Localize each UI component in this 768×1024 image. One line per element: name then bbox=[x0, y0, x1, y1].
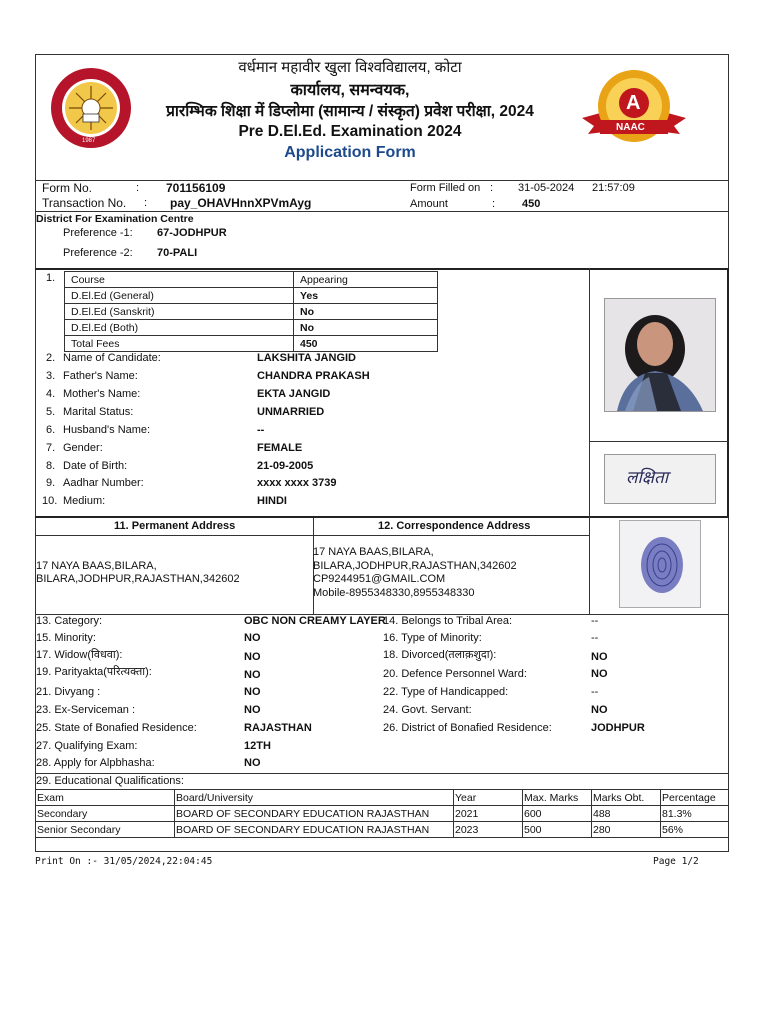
state-residence-value: RAJASTHAN bbox=[244, 722, 312, 734]
pref2-value: 70-PALI bbox=[157, 247, 198, 259]
govt-servant-label: 24. Govt. Servant: bbox=[383, 704, 472, 716]
qualifying-exam-value: 12TH bbox=[244, 740, 271, 752]
header-form-title: Application Form bbox=[284, 144, 416, 161]
field-num: 9. bbox=[46, 477, 56, 489]
page-number: Page 1/2 bbox=[653, 856, 699, 867]
col-board: Board/University bbox=[175, 790, 454, 806]
course-sanskrit-label: D.El.Ed (Sanskrit) bbox=[65, 304, 294, 320]
permanent-address-line2: BILARA,JODHPUR,RAJASTHAN,342602 bbox=[36, 573, 240, 585]
widow-label: 17. Widow(विधवा): bbox=[36, 649, 123, 661]
correspondence-email: CP9244951@GMAIL.COM bbox=[313, 573, 446, 585]
pref1-label: Preference -1: bbox=[63, 227, 133, 239]
table-cell: 600 bbox=[523, 806, 592, 822]
divorced-value: NO bbox=[591, 651, 608, 663]
correspondence-address-title: 12. Correspondence Address bbox=[378, 520, 531, 532]
category-value: OBC NON CREAMY LAYER bbox=[244, 615, 386, 627]
ex-serviceman-label: 23. Ex-Serviceman : bbox=[36, 704, 136, 716]
col-max-marks: Max. Marks bbox=[523, 790, 592, 806]
photo-right-border bbox=[727, 268, 729, 518]
amount-value: 450 bbox=[522, 198, 541, 210]
header-exam-title: Pre D.El.Ed. Examination 2024 bbox=[238, 123, 462, 140]
amount-colon: : bbox=[492, 198, 496, 210]
state-residence-label: 25. State of Bonafied Residence: bbox=[36, 722, 197, 734]
field-num: 10. bbox=[42, 495, 58, 507]
table-cell: 2023 bbox=[454, 822, 523, 838]
print-timestamp: Print On :- 31/05/2024,22:04:45 bbox=[35, 856, 213, 867]
course-general-value: Yes bbox=[294, 288, 438, 304]
qualifying-exam-label: 27. Qualifying Exam: bbox=[36, 740, 138, 752]
course-both-label: D.El.Ed (Both) bbox=[65, 320, 294, 336]
minority-label: 15. Minority: bbox=[36, 632, 96, 644]
alpbhasha-value: NO bbox=[244, 757, 261, 769]
candidate-name-label: Name of Candidate: bbox=[63, 352, 161, 364]
gender-label: Gender: bbox=[63, 442, 103, 454]
minority-type-label: 16. Type of Minority: bbox=[383, 632, 482, 644]
education-table bbox=[35, 789, 729, 838]
correspondence-mobile: Mobile-8955348330,8955348330 bbox=[313, 587, 475, 599]
course-header-label: Course bbox=[65, 272, 294, 288]
mother-name-label: Mother's Name: bbox=[63, 388, 141, 400]
table-cell: BOARD OF SECONDARY EDUCATION RAJASTHAN bbox=[175, 806, 454, 822]
aadhar-label: Aadhar Number: bbox=[63, 477, 144, 489]
field-num: 7. bbox=[46, 442, 56, 454]
permanent-address-title: 11. Permanent Address bbox=[114, 520, 236, 532]
course-sanskrit-value: No bbox=[294, 304, 438, 320]
correspondence-address-line1: 17 NAYA BAAS,BILARA, bbox=[313, 546, 434, 558]
table-cell: 56% bbox=[661, 822, 729, 838]
defence-ward-label: 20. Defence Personnel Ward: bbox=[383, 668, 527, 680]
header-office: कार्यालय, समन्वयक, bbox=[290, 82, 410, 99]
course-general-label: D.El.Ed (General) bbox=[65, 288, 294, 304]
table-cell: 280 bbox=[592, 822, 661, 838]
form-no-label: Form No. bbox=[42, 181, 93, 195]
naac-label: NAAC bbox=[616, 122, 645, 133]
filled-time: 21:57:09 bbox=[592, 182, 635, 194]
form-no-value: 701156109 bbox=[166, 181, 226, 195]
total-fees-value: 450 bbox=[294, 336, 438, 352]
table-row bbox=[65, 304, 438, 320]
field-num: 8. bbox=[46, 460, 56, 472]
filled-on-label: Form Filled on bbox=[410, 182, 481, 194]
table-cell: 488 bbox=[592, 806, 661, 822]
filled-on-colon: : bbox=[490, 182, 494, 194]
medium-value: HINDI bbox=[257, 495, 287, 507]
marital-status-value: UNMARRIED bbox=[257, 406, 325, 418]
photo-divider bbox=[589, 441, 729, 442]
dob-value: 21-09-2005 bbox=[257, 460, 314, 472]
handicapped-type-value: -- bbox=[591, 686, 599, 698]
info-divider bbox=[35, 211, 729, 212]
medium-label: Medium: bbox=[63, 495, 106, 507]
alpbhasha-label: 28. Apply for Alpbhasha: bbox=[36, 757, 155, 769]
handicapped-type-label: 22. Type of Handicapped: bbox=[383, 686, 509, 698]
table-cell: 81.3% bbox=[661, 806, 729, 822]
filled-date: 31-05-2024 bbox=[518, 182, 575, 194]
centre-title: District For Examination Centre bbox=[36, 213, 194, 225]
header-university: वर्धमान महावीर खुला विश्वविद्यालय, कोटा bbox=[238, 59, 462, 76]
amount-label: Amount bbox=[410, 198, 448, 210]
govt-servant-value: NO bbox=[591, 704, 608, 716]
district-residence-label: 26. District of Bonafied Residence: bbox=[383, 722, 552, 734]
parityakta-value: NO bbox=[244, 669, 261, 681]
widow-value: NO bbox=[244, 651, 261, 663]
table-row bbox=[36, 806, 729, 822]
address-header-line bbox=[35, 535, 589, 536]
candidate-name-value: LAKSHITA JANGID bbox=[257, 352, 356, 364]
signature-text: लक्षिता bbox=[626, 468, 669, 488]
table-row bbox=[36, 822, 729, 838]
col-year: Year bbox=[454, 790, 523, 806]
field-num: 3. bbox=[46, 370, 56, 382]
transaction-colon: : bbox=[144, 197, 148, 209]
thumb-divider bbox=[589, 518, 590, 614]
course-table bbox=[64, 271, 438, 352]
seal-year: 1987 bbox=[82, 138, 96, 144]
pref1-value: 67-JODHPUR bbox=[157, 227, 227, 239]
divyang-label: 21. Divyang : bbox=[36, 686, 101, 698]
ex-serviceman-value: NO bbox=[244, 704, 261, 716]
table-cell: Senior Secondary bbox=[36, 822, 175, 838]
minority-value: NO bbox=[244, 632, 261, 644]
total-fees-label: Total Fees bbox=[65, 336, 294, 352]
field-num: 5. bbox=[46, 406, 56, 418]
husband-name-value: -- bbox=[257, 424, 265, 436]
husband-name-label: Husband's Name: bbox=[63, 424, 151, 436]
header-divider bbox=[35, 180, 729, 181]
divorced-label: 18. Divorced(तलाक़शुदा): bbox=[383, 649, 497, 661]
field-num: 6. bbox=[46, 424, 56, 436]
thumbprint-image bbox=[619, 520, 701, 608]
education-top-line bbox=[35, 773, 729, 774]
course-both-value: No bbox=[294, 320, 438, 336]
permanent-address-line1: 17 NAYA BAAS,BILARA, bbox=[36, 560, 157, 572]
tribal-area-value: -- bbox=[591, 615, 599, 627]
aadhar-value: xxxx xxxx 3739 bbox=[257, 477, 337, 489]
district-residence-value: JODHPUR bbox=[591, 722, 645, 734]
table-row bbox=[65, 336, 438, 352]
category-label: 13. Category: bbox=[36, 615, 103, 627]
education-title: 29. Educational Qualifications: bbox=[36, 775, 184, 787]
defence-ward-value: NO bbox=[591, 668, 608, 680]
course-header-value: Appearing bbox=[294, 272, 438, 288]
form-no-colon: : bbox=[136, 182, 140, 194]
transaction-value: pay_OHAVHnnXPVmAyg bbox=[170, 196, 312, 210]
col-exam: Exam bbox=[36, 790, 175, 806]
correspondence-address-line2: BILARA,JODHPUR,RAJASTHAN,342602 bbox=[313, 560, 517, 572]
candidate-photo bbox=[604, 298, 716, 412]
field-num: 4. bbox=[46, 388, 56, 400]
transaction-label: Transaction No. bbox=[42, 196, 127, 210]
course-num: 1. bbox=[46, 272, 56, 284]
table-row bbox=[65, 288, 438, 304]
field-num: 2. bbox=[46, 352, 56, 364]
table-cell: Secondary bbox=[36, 806, 175, 822]
dob-label: Date of Birth: bbox=[63, 460, 128, 472]
tribal-area-label: 14. Belongs to Tribal Area: bbox=[383, 615, 513, 627]
table-row bbox=[65, 272, 438, 288]
mother-name-value: EKTA JANGID bbox=[257, 388, 331, 400]
minority-type-value: -- bbox=[591, 632, 599, 644]
col-percentage: Percentage bbox=[661, 790, 729, 806]
table-cell: 500 bbox=[523, 822, 592, 838]
table-row bbox=[65, 320, 438, 336]
father-name-label: Father's Name: bbox=[63, 370, 138, 382]
divyang-value: NO bbox=[244, 686, 261, 698]
parityakta-label: 19. Parityakta(परित्यक्ता): bbox=[36, 666, 152, 678]
col-marks-obt: Marks Obt. bbox=[592, 790, 661, 806]
naac-grade: A bbox=[626, 92, 641, 114]
photo-column-divider bbox=[589, 268, 590, 518]
header-exam-hindi: प्रारम्भिक शिक्षा में डिप्लोमा (सामान्य / संस्कृत) प्रवेश परीक्षा, 2024 bbox=[166, 103, 534, 120]
gender-value: FEMALE bbox=[257, 442, 303, 454]
table-cell: BOARD OF SECONDARY EDUCATION RAJASTHAN bbox=[175, 822, 454, 838]
pref2-label: Preference -2: bbox=[63, 247, 133, 259]
table-row bbox=[36, 790, 729, 806]
marital-status-label: Marital Status: bbox=[63, 406, 134, 418]
table-cell: 2021 bbox=[454, 806, 523, 822]
father-name-value: CHANDRA PRAKASH bbox=[257, 370, 370, 382]
